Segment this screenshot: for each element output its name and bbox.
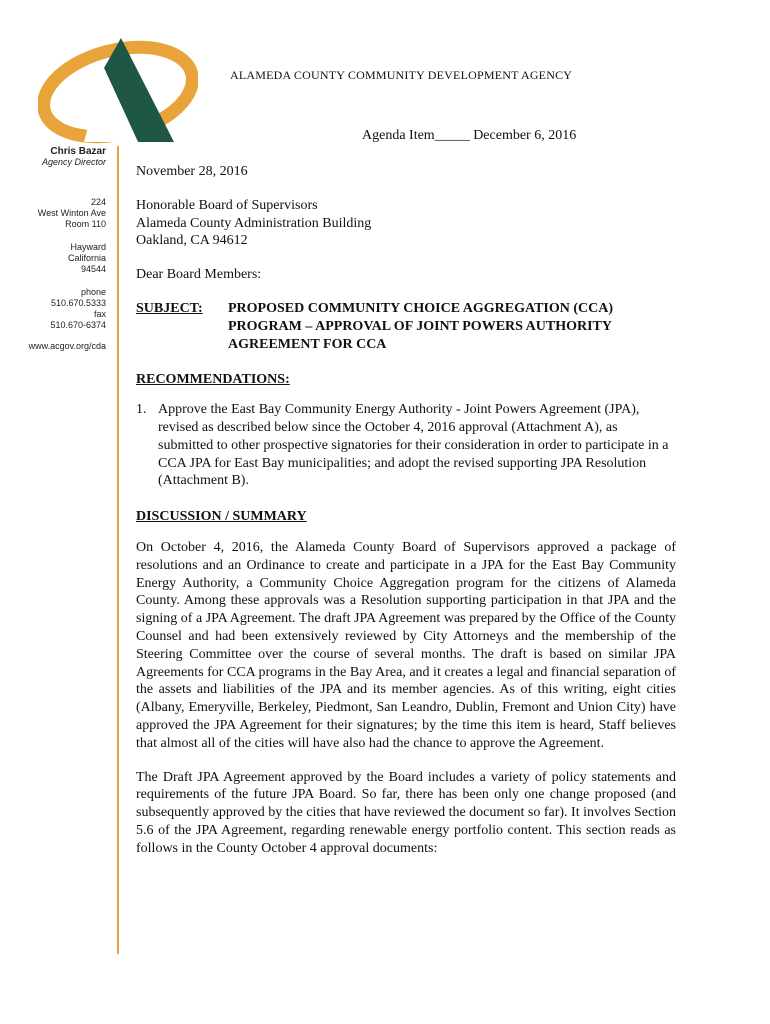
address-line-2: West Winton Ave [37, 208, 106, 218]
subject-label: SUBJECT: [136, 300, 203, 316]
city: Hayward [70, 242, 106, 252]
agenda-line: Agenda Item_____ December 6, 2016 [362, 128, 577, 143]
letter-body [136, 163, 676, 858]
letter-date: November 28, 2016 [136, 164, 248, 179]
sidebar-divider [117, 146, 119, 954]
agency-name: ALAMEDA COUNTY COMMUNITY DEVELOPMENT AGENCY [230, 68, 573, 82]
recipient-line-3: Oakland, CA 94612 [136, 233, 248, 249]
subject-block [136, 300, 676, 353]
discussion-heading: DISCUSSION / SUMMARY [136, 509, 307, 525]
sidebar-contact [20, 146, 106, 352]
address-line-3: Room 110 [65, 219, 106, 229]
zip: 94544 [80, 264, 106, 274]
recipient-line-2: Alameda County Administration Building [136, 215, 372, 231]
fax-label: fax [93, 309, 106, 319]
subject-text: PROPOSED COMMUNITY CHOICE AGGREGATION (CCA) PROGRAM – APPROVAL OF JOINT POWERS AUTHORITY AGREEMENT FOR CCA [228, 300, 614, 352]
recommendations-heading: RECOMMENDATIONS: [136, 372, 290, 388]
address-line-1: 224 [90, 197, 106, 207]
discussion-paragraph-2: The Draft JPA Agreement approved by the Board includes a variety of policy statements and requirements of the future JPA Board. So far, there has been only one change proposed (and subsequently approved by the cities that have reviewed the document so far). It involves Section 5.6 of the JPA Agreement, regarding renewable energy portfolio content. This section reads as follows in the County October 4 approval documents: [136, 769, 677, 856]
director-title: Agency Director [41, 157, 106, 167]
recipient-line-1: Honorable Board of Supervisors [136, 197, 318, 213]
phone-number: 510.670.5333 [50, 298, 106, 308]
state: California [67, 253, 106, 263]
recommendation-number: 1. [136, 402, 147, 418]
fax-number: 510.670-6374 [50, 320, 106, 330]
salutation: Dear Board Members: [136, 267, 262, 283]
director-name: Chris Bazar [50, 146, 106, 157]
website-link[interactable]: www.acgov.org/cda [28, 341, 106, 351]
discussion-paragraph-1: On October 4, 2016, the Alameda County Board of Supervisors approved a package of resolutions and an Ordinance to create and participate in a JPA for the East Bay Community Energy Authority, a Community Choice Aggregation program for the citizens of Alameda County. Among these approvals was a Resolution supporting participation in that JPA and the signing of a JPA Agreement. The draft JPA Agreement was prepared by the Office of the County Counsel and had been extensively reviewed by City Attorneys and the membership of the Steering Committee over the course of several months. The draft is based on similar JPA Agreements for CCA programs in the Bay Area, and it creates a legal and financial separation of the assets and liabilities of the JPA and its member agencies. As of this writing, eight cities (Albany, Emeryville, Berkeley, Piedmont, San Leandro, Dublin, Fremont and Union City) have approved the JPA Agreement for their signatures; by the time this item is heard, Staff believes that almost all of the cities will have also had the chance to approve the Agreement. [136, 539, 676, 751]
recommendation-text: Approve the East Bay Community Energy Authority - Joint Powers Agreement (JPA), revised as described below since the October 4, 2016 approval (Attachment A), as submitted to other prospective signatories for their consideration in order to participate in a CCA JPA for East Bay municipalities; and adopt the revised supporting JPA Resolution (Attachment B). [158, 402, 669, 489]
phone-label: phone [80, 287, 106, 297]
recommendation-item [136, 401, 676, 490]
agency-logo-icon [38, 30, 198, 150]
